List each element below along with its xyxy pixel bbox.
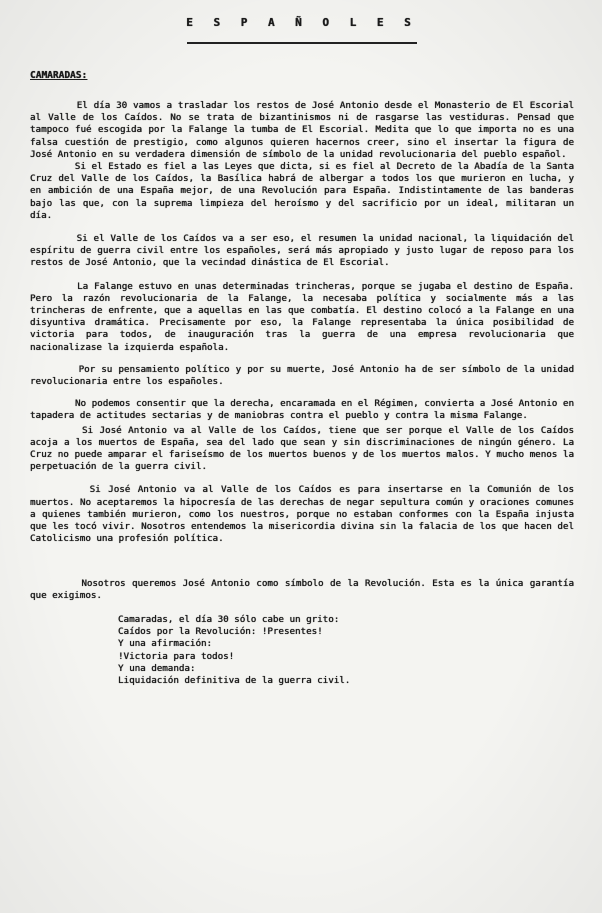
closing-line: Liquidación definitiva de la guerra civil.: [118, 674, 351, 686]
paragraph-6: No podemos consentir que la derecha, encaramada en el Régimen, convierta a José Antonio en tapadera de actitudes sectarias y de maniobras contra el pueblo y contra la misma Falange.: [30, 398, 580, 422]
closing-line: Camaradas, el día 30 sólo cabe un grito:: [118, 613, 340, 625]
closing-block: [30, 614, 574, 687]
document-heading: E S P A Ñ O L E S: [186, 16, 418, 29]
paragraph-9: Nosotros queremos José Antonio como símbolo de la Revolución. Esta es la única garantía que exigimos.: [30, 577, 580, 601]
paragraph-2: Si el Estado es fiel a las Leyes que dicta, si es fiel al Decreto de la Abadía de la Santa Cruz del Valle de los Caídos, la Basílica habrá de albergar a todos los que murieron en lucha, y en ambición de una España mejor, de una Revolución para España. Indistintamente de las banderas bajo las que, con la suprema limpieza del heroísmo y del sacrificio por un ideal, militaran un día.: [30, 161, 580, 221]
paragraph-7: Si José Antonio va al Valle de los Caídos, tiene que ser porque el Valle de los Caídos acoja a los muertos de España, sea del lado que sean y sin discriminaciones de ningún género. La Cruz no puede amparar el fariseísmo de los muertos buenos y de los muertos malos. Y mucho menos la perpetuación de la guerra civil.: [30, 424, 580, 473]
closing-line: Y una afirmación:: [118, 638, 213, 650]
closing-line: Y una demanda:: [118, 662, 196, 674]
paragraph-4: La Falange estuvo en unas determinadas trincheras, porque se jugaba el destino de España. Pero la razón revolucionaria de la Falange, la necesaba política y socialmente más a las trincheras de enfrente, que a aquellas en las que combatía. El destino colocó a la Falange en una disyuntiva dramática. Precisamente por eso, la Falange representaba la única posibilidad de victoria para todos, de inauguración tras la guerra de una empresa revolucionaria que nacionalizase la izquierda española.: [30, 280, 580, 353]
closing-line: Caídos por la Revolución: !Presentes!: [118, 626, 323, 638]
closing-line: !Victoria para todos!: [118, 650, 235, 662]
paragraph-8: Si José Antonio va al Valle de los Caídos es para insertarse en la Comunión de los muertos. No aceptaremos la hipocresía de las derechas de negar sepultura común y oraciones comunes a quienes también murieron, como los nuestros, porque no estaban conformes con la España injusta que les tocó vivir. Nosotros entendemos la misericordia divina sin la falacia de los que hacen del Catolicismo una profesión política.: [30, 484, 580, 545]
paragraph-5: Por su pensamiento político y por su muerte, José Antonio ha de ser símbolo de la unidad revolucionaria entre los españoles.: [30, 363, 580, 388]
heading-underline: [30, 38, 574, 48]
paragraph-3: Si el Valle de los Caídos va a ser eso, el resumen la unidad nacional, la liquidación del espíritu de guerra civil entre los españoles, será más apropiado y justo lugar de reposo para los restos de José Antonio, que la vecindad dinástica de El Escorial.: [30, 233, 580, 269]
paragraph-1: El día 30 vamos a trasladar los restos de José Antonio desde el Monasterio de El Escorial al Valle de los Caídos. No se trata de bizantinismos ni de rasgarse las vestiduras. Pensad que tampoco fué escogida por la Falange la tumba de El Escorial. Medita que lo que importa no es una falsa cuestión de prestigio, como algunos quieren hacernos creer, sino el insertar la figura de José Antonio en su verdadera dimensión de símbolo de la unidad revolucionaria del pueblo español.: [30, 100, 580, 160]
salutation: CAMARADAS:: [30, 70, 88, 81]
underline-bar: [187, 42, 417, 44]
